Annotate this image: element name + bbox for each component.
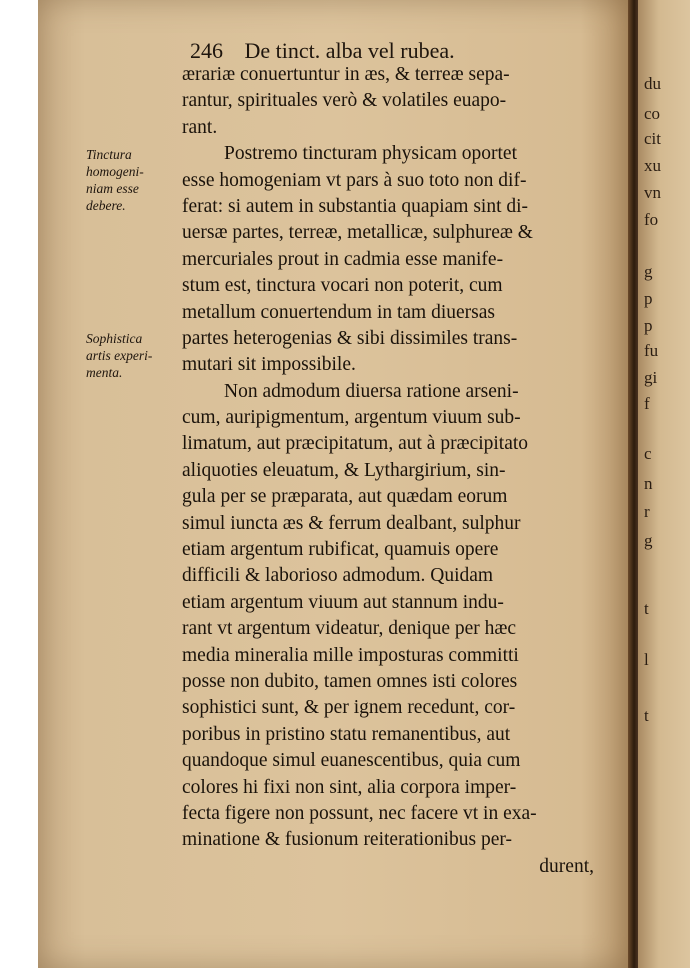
running-header [190,38,610,64]
margin-note-line: artis experi- [86,348,153,363]
margin-note [86,330,182,381]
text-line: metallum conuertendum in tam diuersas [182,301,495,323]
text-line: partes heterogenias & sibi dissimiles trans- [182,327,518,349]
page-number: 246 [190,38,223,63]
margin-note-line: homogeni- [86,164,144,179]
body-text [182,62,614,880]
margin-note-line: menta. [86,365,123,380]
book-gutter [628,0,638,968]
text-line: mutari sit impossibile. [182,354,356,376]
text-line: cum, auripigmentum, argentum viuum sub- [182,407,521,429]
text-line: minatione & fusionum reiterationibus per- [182,829,512,851]
text-line: rantur, spirituales verò & volatiles euapo- [182,90,507,112]
facing-page-fragment: f [644,394,650,413]
facing-page-fragment: p [644,289,653,308]
facing-page-fragment: g [644,531,653,550]
facing-page-fragment: co [644,104,661,123]
text-line: esse homogeniam vt pars à suo toto non dif- [182,169,527,191]
text-line: simul iuncta æs & ferrum dealbant, sulphur [182,512,521,534]
text-line: etiam argentum viuum aut stannum indu- [182,591,504,613]
facing-page-fragment: g [644,262,653,281]
margin-note-line: niam esse [86,181,139,196]
text-line: rant vt argentum videatur, denique per hæc [182,618,517,640]
running-title: De tinct. alba vel rubea. [244,38,455,63]
text-line: poribus in pristino statu remanentibus, aut [182,723,511,745]
facing-page-fragment: t [644,599,649,618]
text-line: quandoque simul euanescentibus, quia cum [182,750,521,772]
facing-page-fragment: p [644,316,653,335]
text-line: gula per se præparata, aut quædam eorum [182,486,508,508]
text-line: uersæ partes, terreæ, metallicæ, sulphureæ & [182,222,533,244]
facing-page-fragment: r [644,502,650,521]
text-line: posse non dubito, tamen omnes isti colores [182,670,518,692]
facing-page-fragment: fo [644,210,659,229]
catchword: durent, [539,855,594,877]
text-line: sophistici sunt, & per ignem recedunt, cor- [182,697,516,719]
text-line: Postremo tincturam physicam oportet [224,143,517,165]
facing-page-edge [638,0,690,968]
facing-page-fragment: cit [644,129,661,148]
text-line: stum est, tinctura vocari non poterit, cum [182,275,503,297]
text-line: ferat: si autem in substantia quapiam sint di- [182,195,529,217]
facing-page-fragment: t [644,706,649,725]
text-line: limatum, aut præcipitatum, aut à præcipitato [182,433,529,455]
facing-page-fragment: l [644,650,649,669]
margin-note-line: Sophistica [86,331,143,346]
text-line: media mineralia mille imposturas committi [182,644,519,666]
facing-page-fragment: fu [644,341,659,360]
text-line: colores hi fixi non sint, alia corpora imper- [182,776,517,798]
margin-note-line: debere. [86,198,126,213]
text-line: mercuriales prout in cadmia esse manife- [182,248,504,270]
margin-note [86,146,182,214]
facing-page-fragment: n [644,474,653,493]
text-line: etiam argentum rubificat, quamuis opere [182,539,499,561]
text-line: rant. [182,116,218,138]
facing-page-fragment: c [644,444,652,463]
facing-page-fragment: du [644,74,661,93]
text-line: fecta figere non possunt, nec facere vt in exa- [182,802,537,824]
text-line: difficili & laborioso admodum. Quidam [182,565,494,587]
text-line: aliquoties eleuatum, & Lythargirium, sin- [182,459,506,481]
facing-page-fragment: xu [644,156,661,175]
text-line: Non admodum diuersa ratione arseni- [224,380,519,402]
text-line: ærariæ conuertuntur in æs, & terreæ sepa- [182,64,510,85]
facing-page-fragment: vn [644,183,661,202]
facing-page-fragment: gi [644,368,658,387]
margin-note-line: Tinctura [86,147,132,162]
